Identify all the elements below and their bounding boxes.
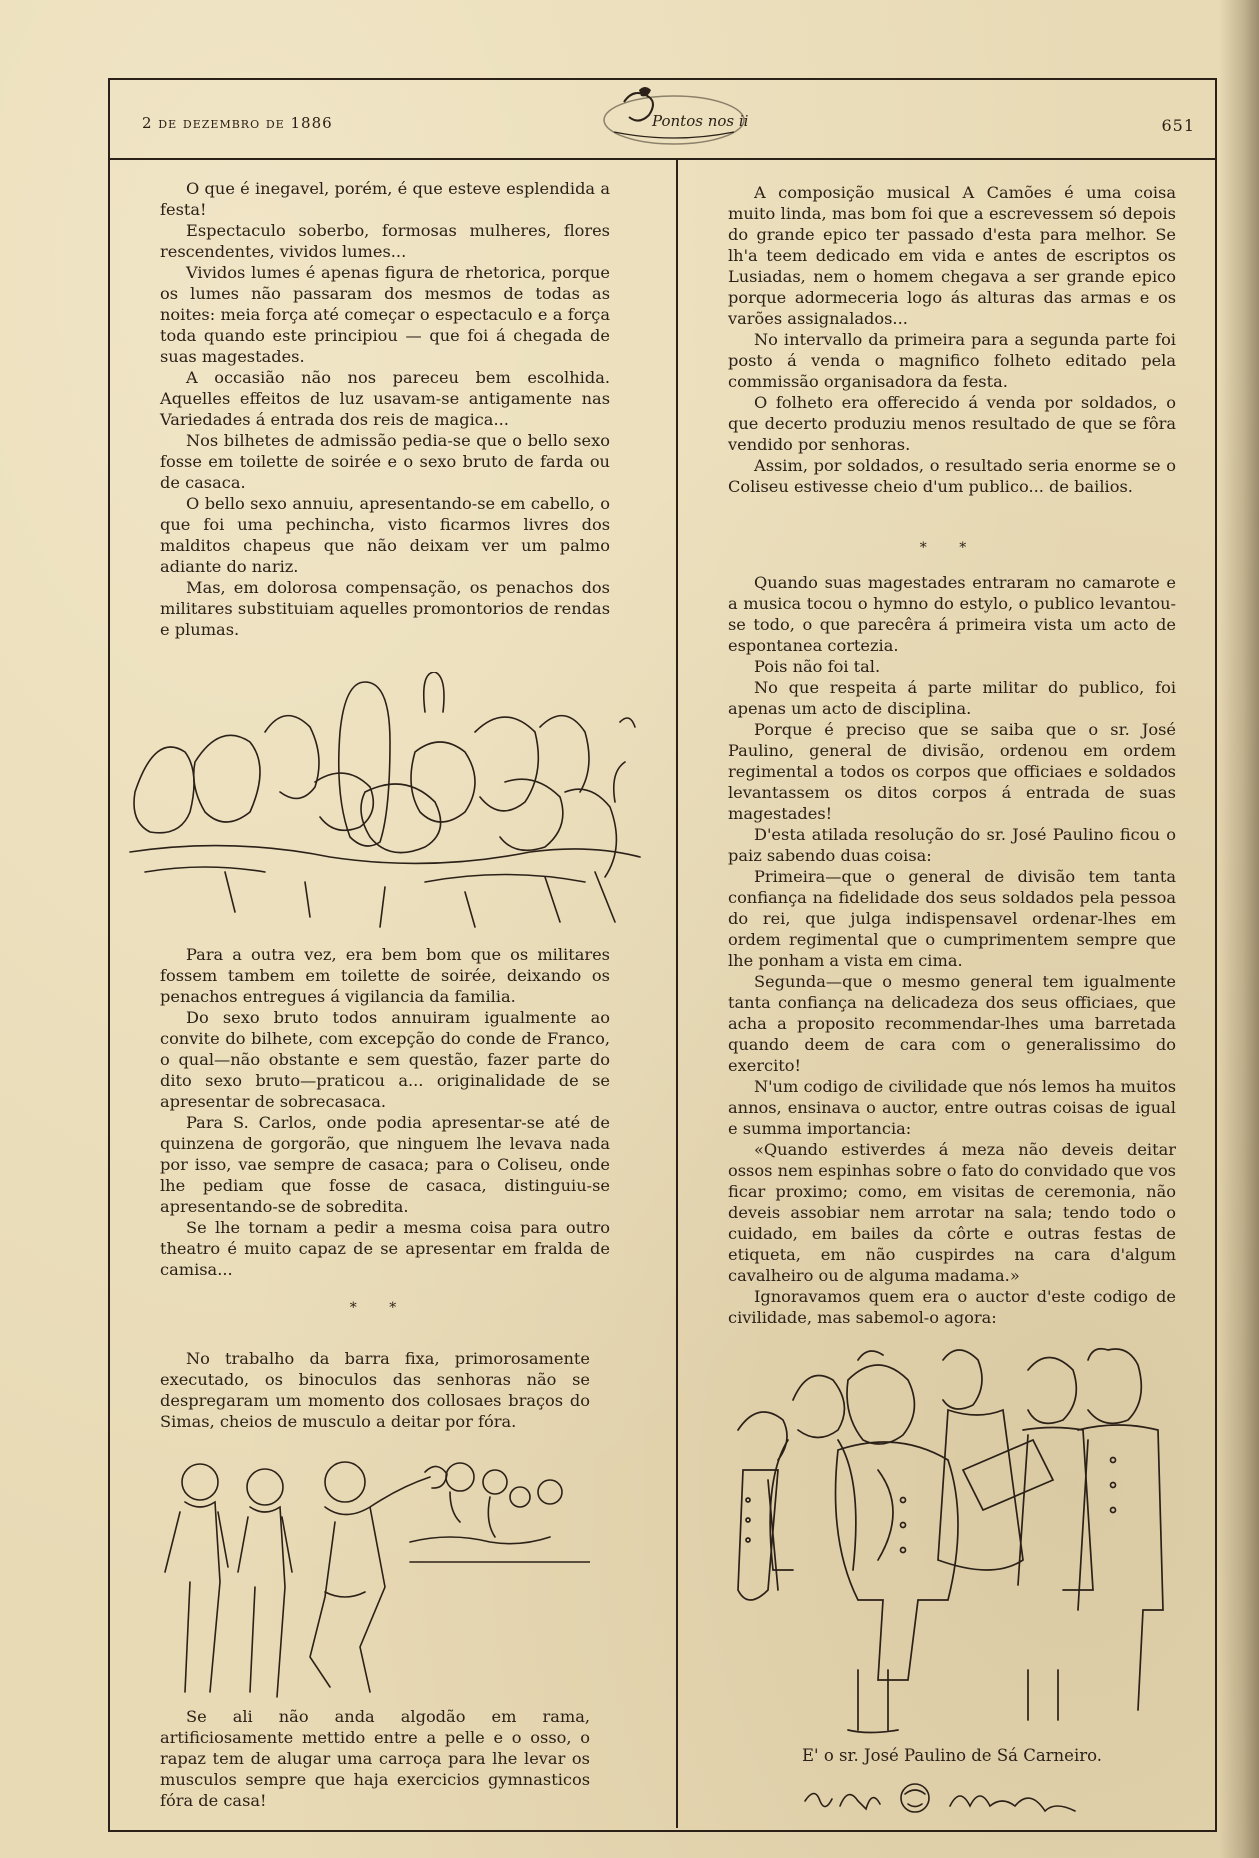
illustration-strongman-simas (160, 1452, 590, 1702)
paragraph: A occasião não nos pareceu bem escolhida. Aquelles effeitos de luz usavam-se antigamente nas Variedades á entrada dos reis de magica... (160, 368, 610, 429)
masthead-logo-text: Pontos nos ii (652, 112, 749, 130)
paragraph: Segunda—que o mesmo general tem igualmente tanta confiança na delicadeza dos seus officiaes, que acha a proposito recommendar-lhes uma barretada quando deem de cara com o generalissimo do exercito! (728, 972, 1176, 1075)
paragraph: Se lhe tornam a pedir a mesma coisa para outro theatro é muito capaz de se apresentar em fralda de camisa... (160, 1218, 610, 1279)
paragraph: Para a outra vez, era bem bom que os militares fossem tambem em toilette de soirée, deixando os penachos entregues á vigilancia da familia. (160, 945, 610, 1006)
section-separator: * * (349, 1300, 411, 1316)
right-column-top (728, 182, 1176, 497)
paragraph: Porque é preciso que se saiba que o sr. José Paulino, general de divisão, ordenou em ordem regimental a todos os corpos que officiaes e soldados levantassem os ditos corpos á entrada de suas magestades! (728, 720, 1176, 823)
paragraph: O que é inegavel, porém, é que esteve esplendida a festa! (160, 179, 610, 219)
page-number: 651 (1161, 116, 1195, 135)
left-column-lower (160, 1348, 590, 1432)
left-column-middle (160, 944, 610, 1280)
paragraph: Se ali não anda algodão em rama, artificiosamente mettido entre a pelle e o osso, o rapaz tem de alugar uma carroça para lhe levar os musculos sempre que haja exercicios gymnasticos fóra de casa! (160, 1707, 590, 1810)
page-header (108, 78, 1215, 160)
paragraph: N'um codigo de civilidade que nós lemos ha muitos annos, ensinava o auctor, entre outras coisas de igual e summa importancia: (728, 1077, 1176, 1138)
paragraph: Espectaculo soberbo, formosas mulheres, flores rescendentes, vividos lumes... (160, 221, 610, 261)
page-edge-shadow (1219, 0, 1259, 1858)
paragraph: Para S. Carlos, onde podia apresentar-se até de quinzena de gorgorão, que ninguem lhe levava nada por isso, vae sempre de casaca; para o Coliseu, onde lhe pediam que fosse de casaca, distinguiu-se apresentando-se de sobredita. (160, 1113, 610, 1216)
left-column-bottom (160, 1706, 590, 1811)
masthead-logo (594, 82, 754, 152)
column-divider (676, 158, 678, 1828)
section-separator: * * (919, 540, 981, 556)
paragraph: Assim, por soldados, o resultado seria enorme se o Coliseu estivesse cheio d'um publico... de bailios. (728, 456, 1176, 496)
paragraph: Primeira—que o general de divisão tem tanta confiança na fidelidade dos seus soldados pela pessoa do rei, que julga indispensavel ordenar-lhes em ordem regimental que o cumprimentem sempre que lhe ponham a vista em cima. (728, 867, 1176, 970)
paragraph: No trabalho da barra fixa, primorosamente executado, os binoculos das senhoras não se despregaram um momento dos collosaes braços do Simas, cheios de musculo a deitar por fóra. (160, 1349, 590, 1431)
paragraph: O bello sexo annuiu, apresentando-se em cabello, o que foi uma pechincha, visto ficarmos livres dos malditos chapeus que não deixam ver um palmo adiante do nariz. (160, 494, 610, 576)
paragraph: Do sexo bruto todos annuiram igualmente ao convite do bilhete, com excepção do conde de Franco, o qual—não obstante e sem questão, fazer parte do dito sexo bruto—praticou a... originalidade de se apresentar de sobrecasaca. (160, 1008, 610, 1111)
paragraph: Ignoravamos quem era o auctor d'este codigo de civilidade, mas sabemol-o agora: (728, 1287, 1176, 1327)
paragraph: Pois não foi tal. (754, 657, 881, 676)
paragraph: Mas, em dolorosa compensação, os penachos dos militares substituiam aquelles promontorios de rendas e plumas. (160, 578, 610, 639)
paragraph: Nos bilhetes de admissão pedia-se que o bello sexo fosse em toilette de soirée e o sexo bruto de farda ou de casaca. (160, 431, 610, 492)
paragraph: Vividos lumes é apenas figura de rhetorica, porque os lumes não passaram dos mesmos de todas as noites: meia força até começar o espectaculo e a força toda quando este principiou — que foi á chegada de suas magestades. (160, 263, 610, 366)
paragraph: A composição musical A Camões é uma coisa muito linda, mas bom foi que a escrevessem só depois do grande epico ter passado d'esta para melhor. Se lh'a teem dedicado em vida e antes de escriptos os Lusiadas, nem o homem chegava a ser grande epico porque adormeceria logo ás alturas das armas e os varões assignalados... (728, 183, 1176, 328)
left-column-top (160, 178, 610, 640)
paragraph: Quando suas magestades entraram no camarote e a musica tocou o hymno do estylo, o publico levantou-se todo, o que parecêra á primeira vista um acto de espontanea cortezia. (728, 573, 1176, 655)
paragraph: D'esta atilada resolução do sr. José Paulino ficou o paiz sabendo duas coisa: (728, 825, 1176, 865)
paragraph: No intervallo da primeira para a segunda parte foi posto á venda o magnifico folheto editado pela commissão organisadora da festa. (728, 330, 1176, 391)
illustration-caption: E' o sr. José Paulino de Sá Carneiro. (802, 1746, 1102, 1765)
illustration-general-and-officers (728, 1340, 1176, 1735)
header-date: 2 de dezembro de 1886 (142, 114, 333, 132)
illustration-audience-with-plumes (125, 672, 645, 942)
paragraph: «Quando estiverdes á meza não deveis deitar ossos nem espinhas sobre o fato do convidado que vos ficar proximo; como, em visitas de ceremonia, não deveis assobiar nem arrotar na sala; tendo todo o cuidado, em bailes da côrte e outras festas de etiqueta, em não cuspirdes na cara d'algum cavalheiro ou de alguma madama.» (728, 1140, 1176, 1285)
right-column-bottom (728, 572, 1176, 1328)
artist-signature (800, 1776, 1100, 1824)
paragraph: No que respeita á parte militar do publico, foi apenas um acto de disciplina. (728, 678, 1176, 718)
paragraph: O folheto era offerecido á venda por soldados, o que decerto produziu menos resultado de que se fôra vendido por senhoras. (728, 393, 1176, 454)
